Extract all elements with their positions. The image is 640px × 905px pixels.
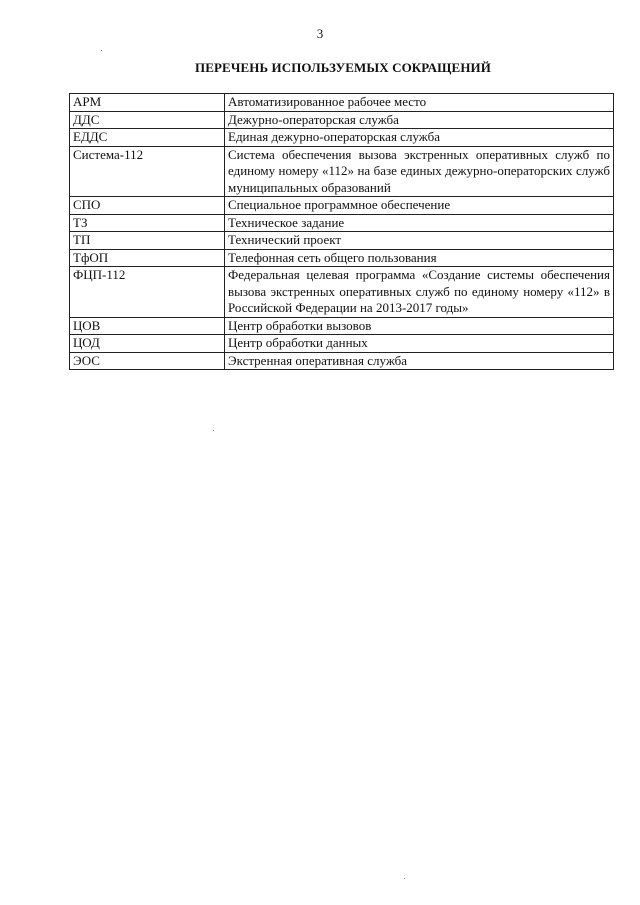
- abbreviation-term: ТфОП: [70, 249, 225, 267]
- table-row: [70, 129, 614, 147]
- abbreviation-definition: Единая дежурно-операторская служба: [225, 129, 614, 147]
- abbreviation-definition: Автоматизированное рабочее место: [225, 94, 614, 112]
- abbreviation-term: ТП: [70, 232, 225, 250]
- abbreviations-table: [69, 93, 614, 370]
- abbreviation-definition: Федеральная целевая программа «Создание системы обеспечения вызова экстренных оперативных служб по единому номеру «112» в Российской Федерации на 2013-2017 годы»: [225, 267, 614, 318]
- abbreviation-term: ДДС: [70, 111, 225, 129]
- abbreviation-definition: Центр обработки данных: [225, 335, 614, 353]
- table-row: [70, 352, 614, 370]
- table-row: [70, 267, 614, 318]
- abbreviation-term: ТЗ: [70, 214, 225, 232]
- abbreviation-term: Система-112: [70, 146, 225, 197]
- scan-speck: [213, 430, 214, 431]
- scan-speck: [404, 878, 405, 879]
- abbreviation-definition: Центр обработки вызовов: [225, 317, 614, 335]
- table-row: [70, 111, 614, 129]
- page-number: 3: [316, 26, 324, 41]
- table-row: [70, 214, 614, 232]
- abbreviation-definition: Система обеспечения вызова экстренных оперативных служб по единому номеру «112» на базе единых дежурно-операторских служб муниципальных образований: [225, 146, 614, 197]
- table-row: [70, 232, 614, 250]
- table-row: [70, 197, 614, 215]
- abbreviation-definition: Техническое задание: [225, 214, 614, 232]
- abbreviation-term: ЦОД: [70, 335, 225, 353]
- table-row: [70, 94, 614, 112]
- table-row: [70, 249, 614, 267]
- abbreviations-table-body: [70, 94, 614, 370]
- table-row: [70, 146, 614, 197]
- abbreviation-term: ЦОВ: [70, 317, 225, 335]
- abbreviation-term: ФЦП-112: [70, 267, 225, 318]
- page-title: ПЕРЕЧЕНЬ ИСПОЛЬЗУЕМЫХ СОКРАЩЕНИЙ: [195, 60, 491, 75]
- abbreviation-definition: Дежурно-операторская служба: [225, 111, 614, 129]
- abbreviation-definition: Технический проект: [225, 232, 614, 250]
- abbreviation-definition: Специальное программное обеспечение: [225, 197, 614, 215]
- abbreviation-definition: Телефонная сеть общего пользования: [225, 249, 614, 267]
- abbreviation-term: ЕДДС: [70, 129, 225, 147]
- scan-speck: [101, 50, 102, 51]
- table-row: [70, 317, 614, 335]
- table-row: [70, 335, 614, 353]
- abbreviation-term: СПО: [70, 197, 225, 215]
- abbreviation-definition: Экстренная оперативная служба: [225, 352, 614, 370]
- abbreviation-term: АРМ: [70, 94, 225, 112]
- abbreviation-term: ЭОС: [70, 352, 225, 370]
